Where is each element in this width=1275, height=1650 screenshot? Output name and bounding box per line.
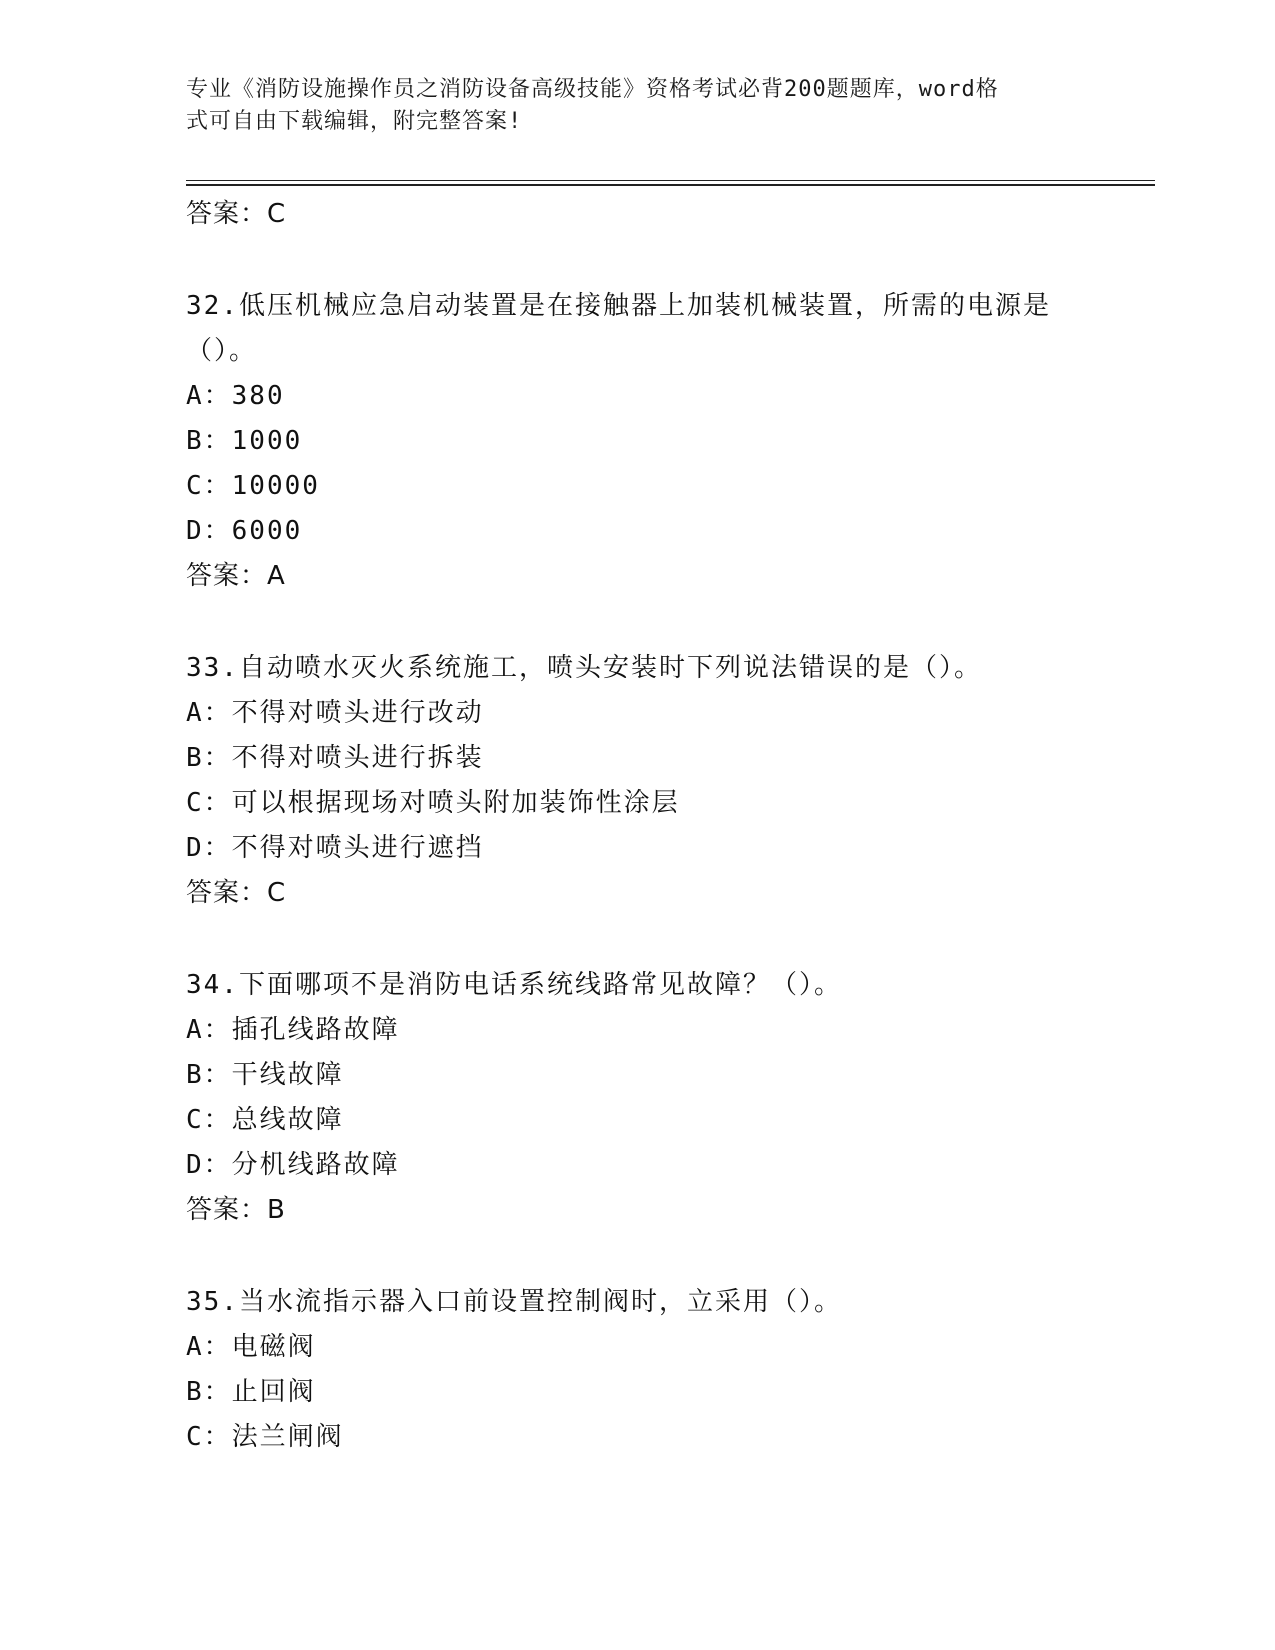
- document-header: [186, 74, 1066, 138]
- option-d: D：分机线路故障: [186, 1150, 400, 1180]
- question-stem: 35.当水流指示器入口前设置控制阀时，立采用（）。: [186, 1287, 842, 1317]
- option-b: B：不得对喷头进行拆装: [186, 743, 484, 773]
- option-b: B：干线故障: [186, 1060, 344, 1090]
- question-33: [186, 646, 1086, 916]
- question-list: [186, 192, 1086, 1460]
- header-rule-thick: [186, 184, 1155, 186]
- option-a: A：380: [186, 381, 285, 411]
- option-d: D：6000: [186, 516, 303, 546]
- question-stem-continued: （）。: [186, 336, 258, 366]
- header-line-1: 专业《消防设施操作员之消防设备高级技能》资格考试必背200题题库，word格: [186, 77, 999, 102]
- question-35: [186, 1280, 1086, 1460]
- option-d: D：不得对喷头进行遮挡: [186, 833, 484, 863]
- question-stem: 33.自动喷水灭火系统施工，喷头安装时下列说法错误的是（）。: [186, 653, 982, 683]
- option-c: C：10000: [186, 471, 320, 501]
- option-c: C：法兰闸阀: [186, 1422, 344, 1452]
- question-32: [186, 284, 1086, 599]
- option-a: A：不得对喷头进行改动: [186, 698, 484, 728]
- option-c: C：可以根据现场对喷头附加装饰性涂层: [186, 788, 680, 818]
- option-a: A：电磁阀: [186, 1332, 316, 1362]
- question-34: [186, 963, 1086, 1233]
- option-b: B：1000: [186, 426, 303, 456]
- question-stem: 34.下面哪项不是消防电话系统线路常见故障？（）。: [186, 970, 842, 1000]
- previous-answer: 答案：C: [186, 199, 287, 229]
- answer: 答案：B: [186, 1195, 286, 1225]
- question-stem: 32.低压机械应急启动装置是在接触器上加装机械装置，所需的电源是: [186, 291, 1051, 321]
- header-rule-thin: [186, 180, 1155, 181]
- answer: 答案：C: [186, 878, 287, 908]
- header-line-2: 式可自由下载编辑，附完整答案!: [186, 109, 523, 134]
- option-b: B：止回阀: [186, 1377, 316, 1407]
- option-c: C：总线故障: [186, 1105, 344, 1135]
- answer: 答案：A: [186, 561, 286, 591]
- option-a: A：插孔线路故障: [186, 1015, 400, 1045]
